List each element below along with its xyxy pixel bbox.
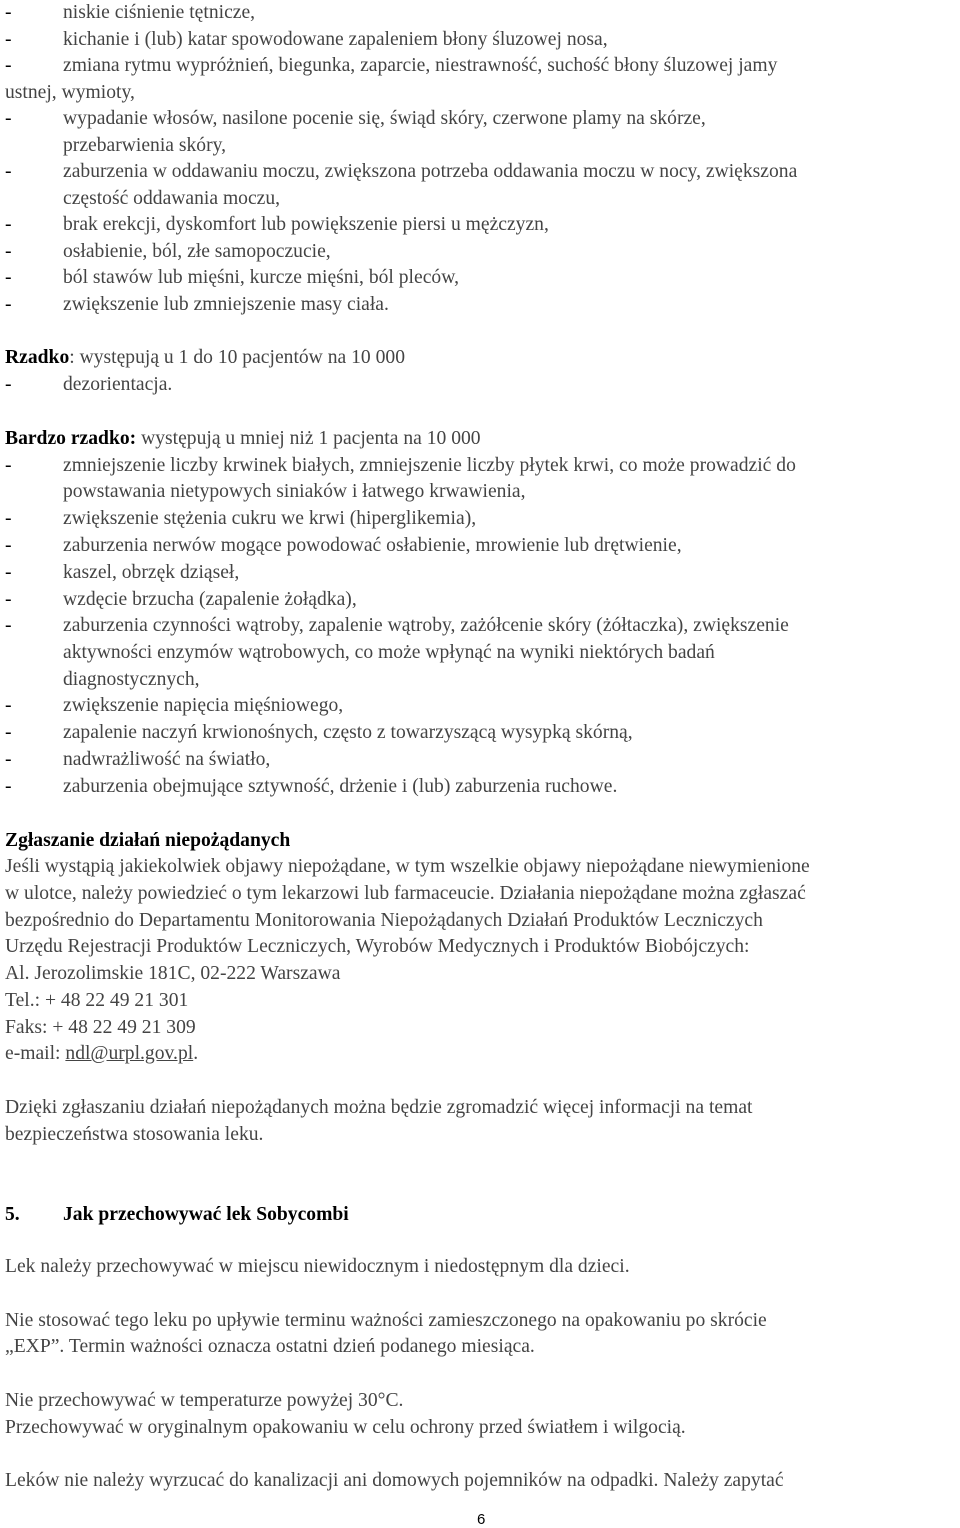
reporting-line: w ulotce, należy powiedzieć o tym lekarzowi lub farmaceucie. Działania niepożądane można zgłaszać [5,883,806,904]
bullet-dash: - [5,374,12,395]
reporting-heading: Zgłaszanie działań niepożądanych [5,830,291,851]
list-item: zapalenie naczyń krwionośnych, często z towarzyszącą wysypką skórną, [63,722,633,743]
list-item: zwiększenie stężenia cukru we krwi (hiperglikemia), [63,508,477,529]
list-item: brak erekcji, dyskomfort lub powiększenie piersi u mężczyzn, [63,214,549,235]
list-item: zaburzenia w oddawaniu moczu, zwiększona potrzeba oddawania moczu w nocy, zwiększona [63,161,798,182]
storage-paragraph: Lek należy przechowywać w miejscu niewidocznym i niedostępnym dla dzieci. [5,1256,630,1277]
storage-paragraph: Nie stosować tego leku po upływie terminu ważności zamieszczonego na opakowaniu po skrócie [5,1310,767,1331]
bullet-dash: - [5,267,12,288]
bullet-dash: - [5,695,12,716]
frequency-text: : występują u 1 do 10 pacjentów na 10 000 [69,347,406,368]
list-item: wzdęcie brzucha (zapalenie żołądka), [63,589,357,610]
bullet-dash: - [5,749,12,770]
storage-paragraph: Leków nie należy wyrzucać do kanalizacji ani domowych pojemników na odpadki. Należy zapytać [5,1470,784,1491]
list-item: zaburzenia nerwów mogące powodować osłabienie, mrowienie lub drętwienie, [63,535,682,556]
bullet-dash: - [5,55,12,76]
list-item: ból stawów lub mięśni, kurcze mięśni, ból pleców, [63,267,459,288]
reporting-line: Urzędu Rejestracji Produktów Leczniczych, Wyrobów Medycznych i Produktów Biobójczych: [5,936,750,957]
list-item: niskie ciśnienie tętnicze, [63,2,256,23]
frequency-heading-very-rare [5,429,481,449]
frequency-heading-rare [5,348,405,368]
list-item-continuation: aktywności enzymów wątrobowych, co może wpłynąć na wyniki niektórych badań [63,642,715,663]
bullet-dash: - [5,562,12,583]
page-number: 6 [477,1511,486,1528]
bullet-dash: - [5,589,12,610]
list-item: zwiększenie napięcia mięśniowego, [63,695,344,716]
list-item: dezorientacja. [63,374,173,395]
phone-line: Tel.: + 48 22 49 21 301 [5,990,189,1011]
address-line: Al. Jerozolimskie 181C, 02-222 Warszawa [5,963,341,984]
list-item-continuation: przebarwienia skóry, [63,135,227,156]
bullet-dash: - [5,2,12,23]
email-link[interactable]: ndl@urpl.gov.pl [65,1043,194,1064]
email-label: e-mail: [5,1043,66,1064]
list-item: osłabienie, ból, złe samopoczucie, [63,241,331,262]
bullet-dash: - [5,161,12,182]
list-item-continuation: diagnostycznych, [63,669,200,690]
reporting-closing: Dzięki zgłaszaniu działań niepożądanych można będzie zgromadzić więcej informacji na temat [5,1097,753,1118]
bullet-dash: - [5,776,12,797]
list-item: nadwrażliwość na światło, [63,749,271,770]
list-item: zmiana rytmu wypróżnień, biegunka, zaparcie, niestrawność, suchość błony śluzowej jamy [63,55,778,76]
bullet-dash: - [5,508,12,529]
section-number: 5. [5,1204,20,1225]
section-title: Jak przechowywać lek Sobycombi [63,1204,349,1225]
bullet-dash: - [5,535,12,556]
bullet-dash: - [5,294,12,315]
list-item-continuation: ustnej, wymioty, [5,82,135,103]
bullet-dash: - [5,455,12,476]
list-item: kichanie i (lub) katar spowodowane zapaleniem błony śluzowej nosa, [63,29,608,50]
bullet-dash: - [5,108,12,129]
bullet-dash: - [5,722,12,743]
reporting-closing: bezpieczeństwa stosowania leku. [5,1124,264,1145]
fax-line: Faks: + 48 22 49 21 309 [5,1017,196,1038]
list-item: zwiększenie lub zmniejszenie masy ciała. [63,294,389,315]
list-item: kaszel, obrzęk dziąseł, [63,562,240,583]
frequency-text: występują u mniej niż 1 pacjenta na 10 000 [136,428,481,449]
storage-paragraph: Przechowywać w oryginalnym opakowaniu w celu ochrony przed światłem i wilgocią. [5,1417,686,1438]
bullet-dash: - [5,214,12,235]
list-item-continuation: powstawania nietypowych siniaków i łatwego krwawienia, [63,481,526,502]
frequency-label: Bardzo rzadko: [5,428,137,449]
bullet-dash: - [5,241,12,262]
email-line [5,1044,198,1064]
storage-paragraph: Nie przechowywać w temperaturze powyżej 30°C. [5,1390,404,1411]
list-item: wypadanie włosów, nasilone pocenie się, świąd skóry, czerwone plamy na skórze, [63,108,706,129]
bullet-dash: - [5,29,12,50]
list-item-continuation: częstość oddawania moczu, [63,188,281,209]
list-item: zaburzenia obejmujące sztywność, drżenie i (lub) zaburzenia ruchowe. [63,776,618,797]
storage-paragraph: „EXP”. Termin ważności oznacza ostatni dzień podanego miesiąca. [5,1336,535,1357]
reporting-line: Jeśli wystąpią jakiekolwiek objawy niepożądane, w tym wszelkie objawy niepożądane niewymienione [5,856,810,877]
list-item: zaburzenia czynności wątroby, zapalenie wątroby, zażółcenie skóry (żółtaczka), zwiększenie [63,615,789,636]
list-item: zmniejszenie liczby krwinek białych, zmniejszenie liczby płytek krwi, co może prowadzić do [63,455,796,476]
bullet-dash: - [5,615,12,636]
frequency-label: Rzadko [5,347,70,368]
email-end: . [193,1043,199,1064]
reporting-line: bezpośrednio do Departamentu Monitorowania Niepożądanych Działań Produktów Leczniczych [5,910,763,931]
